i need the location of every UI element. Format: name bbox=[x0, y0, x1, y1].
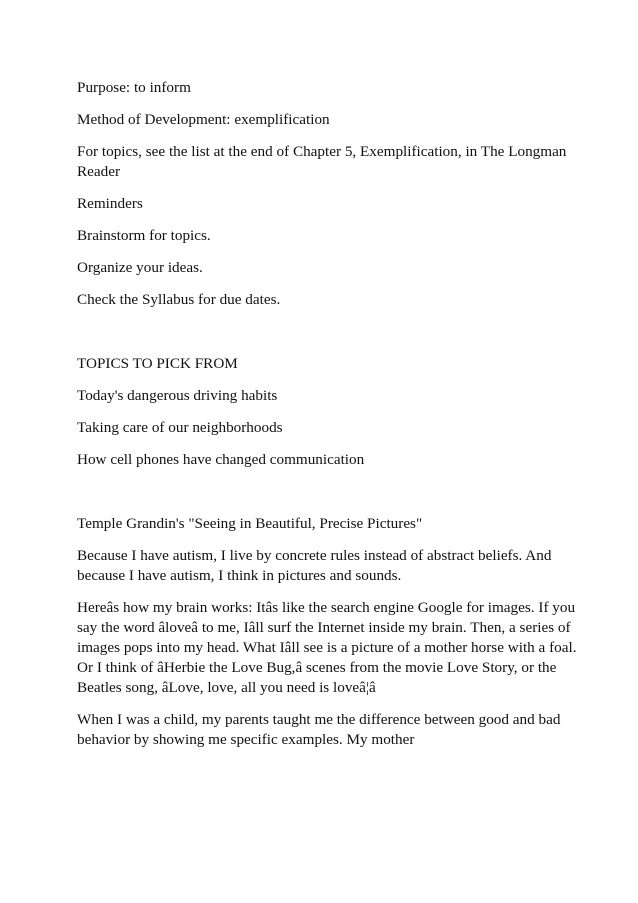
section-spacer bbox=[77, 322, 577, 354]
topics-reference-line: For topics, see the list at the end of Chapter 5, Exemplification, in The Longman Reader bbox=[77, 143, 567, 180]
reminder-brainstorm: Brainstorm for topics. bbox=[77, 227, 211, 244]
essay-paragraph: Hereâs how my brain works: Itâs like the search engine Google for images. If you say the word âloveâ to me, Iâll surf the Internet inside my brain. Then, a series of images pops into my head. What Iâll see is a picture of a mother horse with a foal. Or I think of âHerbie the Love Bug,â scenes from the movie Love Story, or the Beatles song, âLove, love, all you need is loveâ¦â bbox=[77, 599, 577, 696]
essay-paragraph: Because I have autism, I live by concrete rules instead of abstract beliefs. And because I have autism, I think in pictures and sounds. bbox=[77, 547, 552, 584]
reminder-organize: Organize your ideas. bbox=[77, 259, 203, 276]
method-line: Method of Development: exemplification bbox=[77, 111, 330, 128]
topic-item: Today's dangerous driving habits bbox=[77, 387, 278, 404]
purpose-line: Purpose: to inform bbox=[77, 79, 191, 96]
topics-heading: TOPICS TO PICK FROM bbox=[77, 355, 238, 372]
topic-item: How cell phones have changed communication bbox=[77, 451, 365, 468]
topic-item: Taking care of our neighborhoods bbox=[77, 419, 283, 436]
essay-paragraph: When I was a child, my parents taught me the difference between good and bad behavior by showing me specific examples. My mother bbox=[77, 711, 561, 748]
document-body bbox=[77, 78, 577, 762]
section-spacer bbox=[77, 482, 577, 514]
essay-title: Temple Grandin's "Seeing in Beautiful, Precise Pictures" bbox=[77, 515, 423, 532]
reminders-heading: Reminders bbox=[77, 195, 143, 212]
reminder-syllabus: Check the Syllabus for due dates. bbox=[77, 291, 281, 308]
